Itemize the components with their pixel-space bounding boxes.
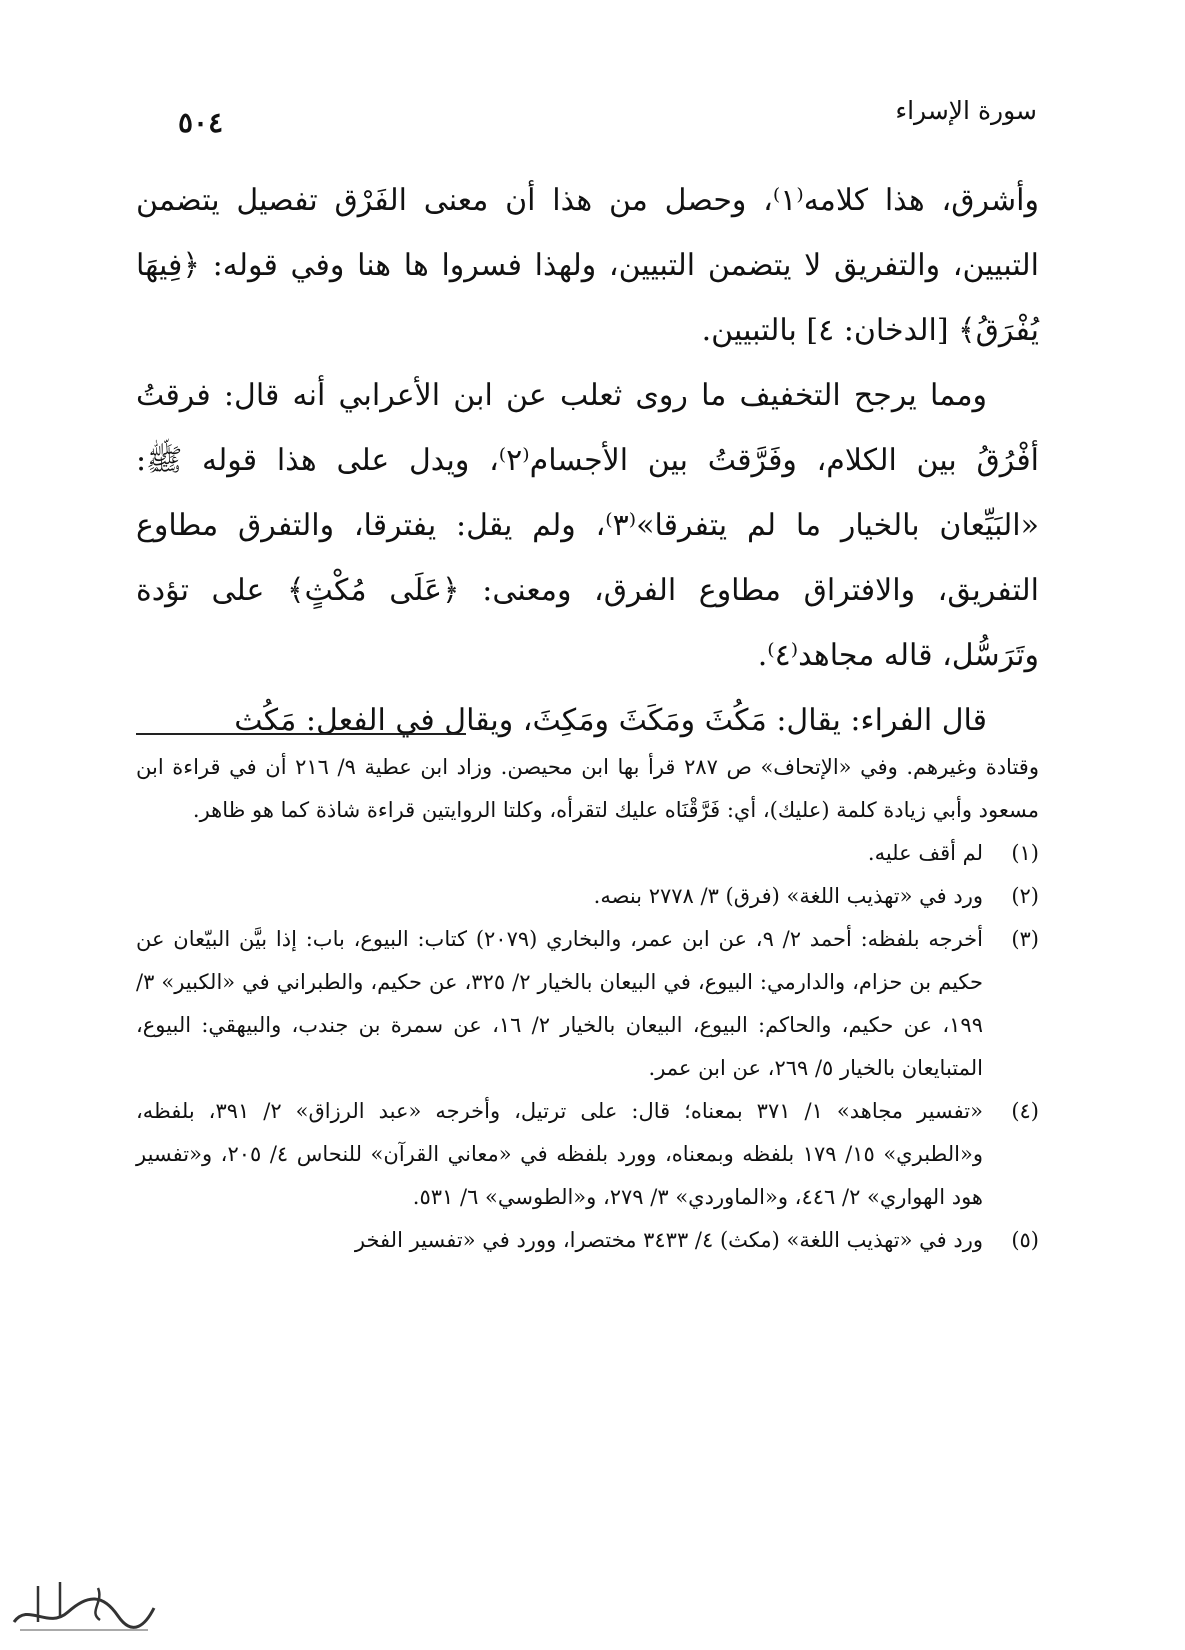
footnote-text: لم أقف عليه. (867, 841, 983, 865)
footnote-text: «تفسير مجاهد» ١/ ٣٧١ بمعناه؛ قال: على ترتيل، وأخرجه «عبد الرزاق» ٢/ ٣٩١، بلفظه، و«الطبري» ١٥/ ١٧٩ بلفظه وبمعناه، وورد بلفظه في «معاني القرآن» للنحاس ٤/ ٢٠٥، و«تفسير هود الهواري» ٢/ ٤٤٦، و«الماوردي» ٣/ ٢٧٩، و«الطوسي» ٦/ ٥٣١. (136, 1099, 983, 1209)
footnote-number: (٤) (1011, 1099, 1039, 1123)
footnote-continuation: وقتادة وغيرهم. وفي «الإتحاف» ص ٢٨٧ قرأ بها ابن محيصن. وزاد ابن عطية ٩/ ٢١٦ أن في قراءة ابن مسعود وأبي زيادة كلمة (عليك)، أي: فَرَّقْنَاه عليك لتقرأه، وكلتا الروايتين قراءة شاذة كما هو ظاهر. (136, 755, 1039, 822)
footnote-text: ورد في «تهذيب اللغة» (فرق) ٣/ ٢٧٧٨ بنصه. (593, 884, 983, 908)
paragraph: ومما يرجح التخفيف ما روى ثعلب عن ابن الأعرابي أنه قال: فرقتُ أفْرُقُ بين الكلام، وفَرَّقتُ بين الأجسام⁽٢⁾، ويدل على هذا قوله ﷺ: «البَيِّعان بالخيار ما لم يتفرقا»⁽٣⁾، ولم يقل: يفترقا، والتفرق مطاوع التفريق، والافتراق مطاوع الفرق، ومعنى: ﴿عَلَى مُكْثٍ﴾ على تؤدة وتَرَسُّل، قاله مجاهد⁽٤⁾. (136, 378, 1039, 673)
footnote-item (136, 918, 1039, 1090)
footnotes (136, 746, 1039, 1262)
footnote-separator (136, 733, 466, 735)
footnote-number: (٢) (1011, 884, 1039, 908)
footnote-text: ورد في «تهذيب اللغة» (مكث) ٤/ ٣٤٣٣ مختصرا، وورد في «تفسير الفخر (354, 1228, 983, 1252)
watermark-logo (8, 1572, 158, 1636)
paragraph: قال الفراء: يقال: مَكُثَ ومَكَثَ ومَكِثَ، ويقال في الفعل: مَكُث (234, 703, 987, 738)
running-title: سورة الإسراء (895, 96, 1037, 125)
main-text (136, 168, 1039, 753)
footnote-text: أخرجه بلفظه: أحمد ٢/ ٩، عن ابن عمر، والبخاري (٢٠٧٩) كتاب: البيوع، باب: إذا بيَّن البيّعان عن حكيم بن حزام، والدارمي: البيوع، في البيعان بالخيار ٢/ ٣٢٥، عن حكيم، والطبراني في «الكبير» ٣/ ١٩٩، عن حكيم، والحاكم: البيوع، البيعان بالخيار ٢/ ١٦، عن سمرة بن جندب، والبيهقي: البيوع، المتبايعان بالخيار ٥/ ٢٦٩، عن ابن عمر. (136, 927, 983, 1080)
paragraph: وأشرق، هذا كلامه⁽١⁾، وحصل من هذا أن معنى الفَرْق تفصيل يتضمن التبيين، والتفريق لا يتضمن التبيين، ولهذا فسروا ها هنا وفي قوله: ﴿فِيهَا يُفْرَقُ﴾ [الدخان: ٤] بالتبيين. (136, 183, 1039, 348)
footnote-item (136, 832, 1039, 875)
page-header (178, 96, 1037, 146)
footnote-number: (٥) (1011, 1228, 1039, 1252)
footnote-item (136, 1219, 1039, 1262)
footnote-item (136, 875, 1039, 918)
footnote-item (136, 1090, 1039, 1219)
page-number: ٥٠٤ (178, 106, 224, 139)
footnote-number: (١) (1011, 841, 1039, 865)
footnote-number: (٣) (1011, 927, 1039, 951)
